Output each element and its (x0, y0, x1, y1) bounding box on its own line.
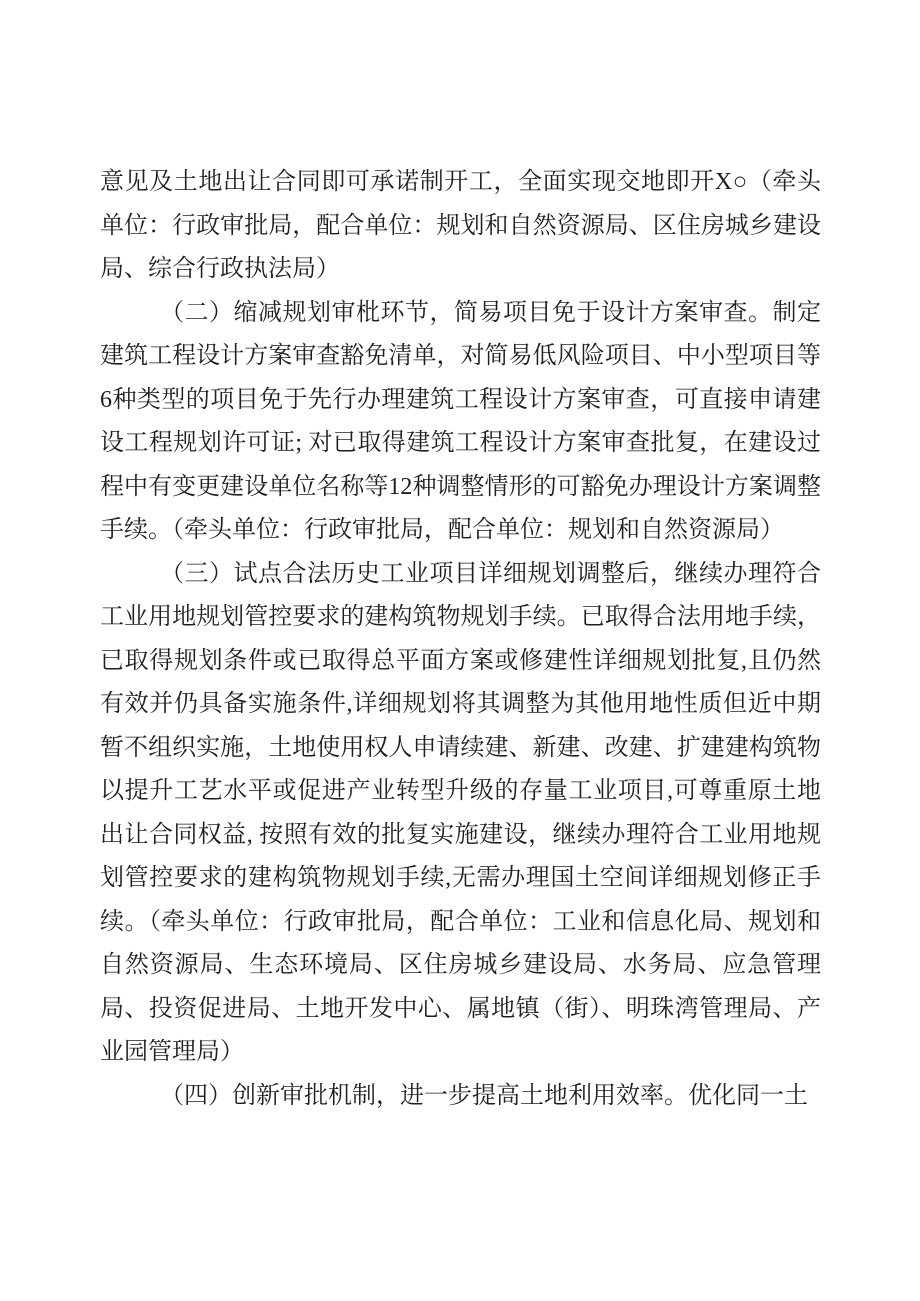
paragraph: （四）创新审批机制，进一步提高土地利用效率。优化同一土 (160, 1082, 808, 1109)
paragraph: （三）试点合法历史工业项目详细规划调整后，继续办理符合工业用地规划管控要求的建构筑物规划手续。已取得合法用地手续，已取得规划条件或已取得总平面方案或修建性详细规划批复,且仍然有效并仍具备实施条件,详细规划将其调整为其他用地性质但近中期暂不组织实施，土地使用权人申请续建、新建、改建、扩建建构筑物以提升工艺水平或促进产业转型升级的存量工业项目,可尊重原土地出让合同权益, 按照有效的批复实施建设，继续办理符合工业用地规划管控要求的建构筑物规划手续,无需办理国土空间详细规划修正手续。（牵头单位：行政审批局，配合单位：工业和信息化局、规划和自然资源局、生态环境局、区住房城乡建设局、水务局、应急管理局、投资促进局、土地开发中心、属地镇（街）、明珠湾管理局、产业园管理局） (100, 560, 821, 1065)
paragraph: （二）缩减规划审枇环节，简易项目免于设计方案审查。制定建筑工程设计方案审查豁免清单，对简易低风险项目、中小型项目等6种类型的项目免于先行办理建筑工程设计方案审查，可直接申请建设工程规划许可证; 对已取得建筑工程设计方案审查批复，在建设过程中有变更建设单位名称等12种调整情形的可豁免办理设计方案调整手续。（牵头单位：行政审批局，配合单位：规划和自然资源局） (100, 299, 821, 543)
document-body (100, 161, 821, 1118)
paragraph: 意见及土地出让合同即可承诺制开工，全面实现交地即开X○（牵头单位：行政审批局，配合单位：规划和自然资源局、区住房城乡建设局、综合行政执法局） (100, 169, 821, 282)
